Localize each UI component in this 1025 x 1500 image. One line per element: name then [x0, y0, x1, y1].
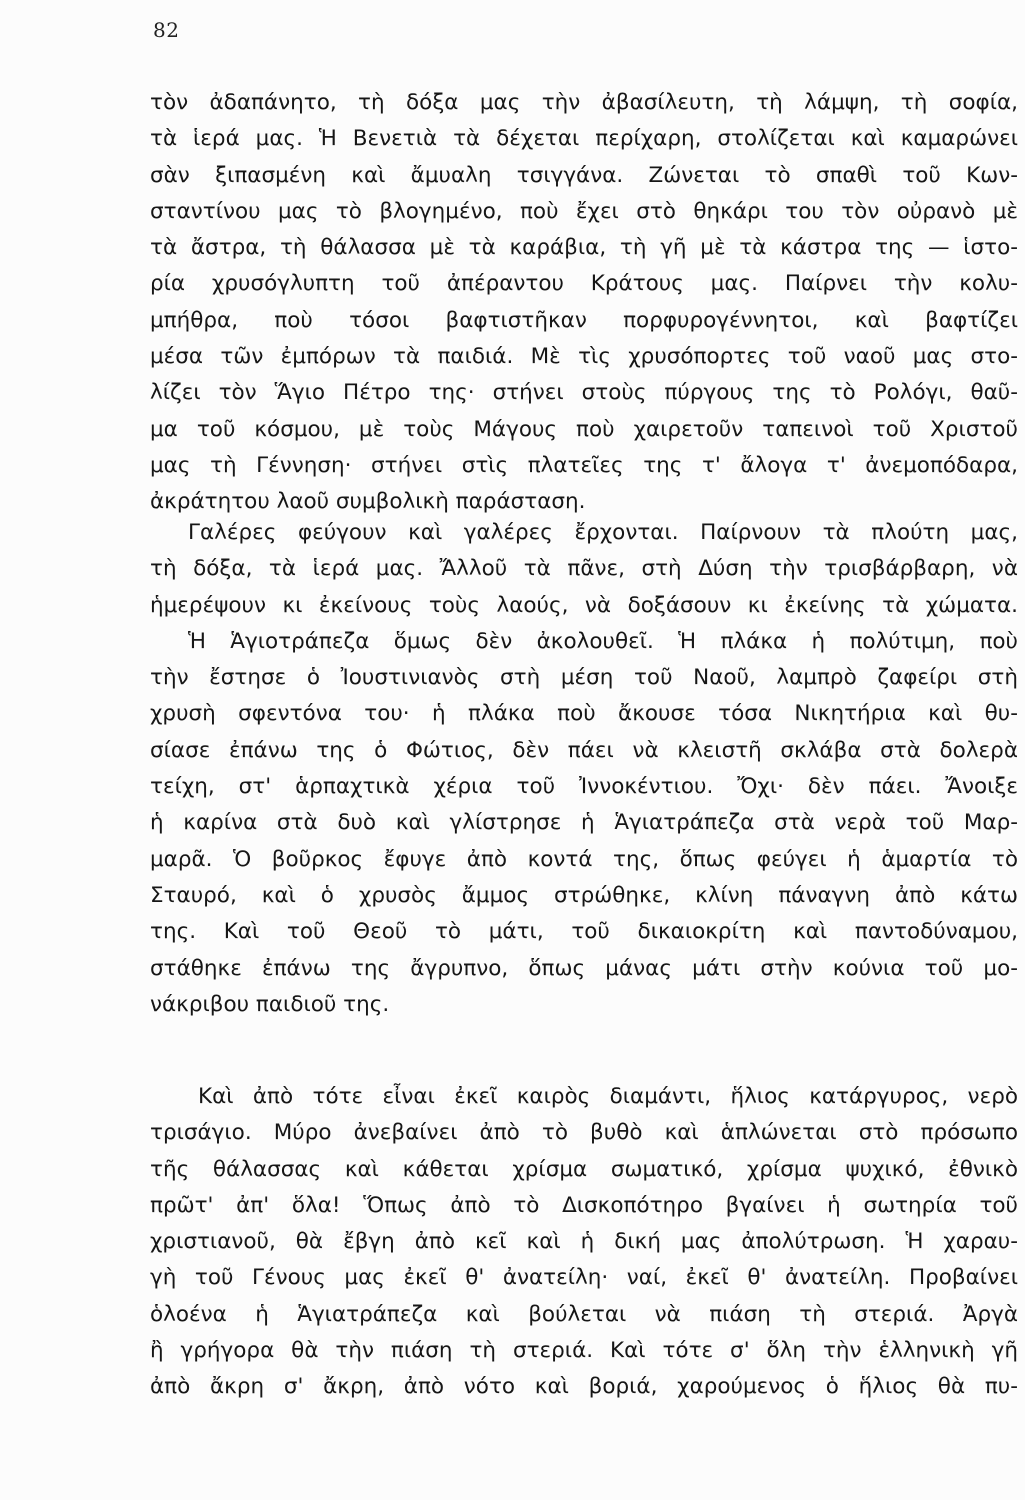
text-line: ἀπὸ ἄκρη σ' ἄκρη, ἀπὸ νότο καὶ βοριά, χαρούμενος ὁ ἥλιος θὰ πυ-	[150, 1374, 1018, 1400]
text-line: Γαλέρες φεύγουν καὶ γαλέρες ἔρχονται. Παίρνουν τὰ πλούτη μας,	[188, 520, 1018, 545]
text-line: Ἡ Ἁγιοτράπεζα ὅμως δὲν ἀκολουθεῖ. Ἡ πλάκα ἡ πολύτιμη, ποὺ	[188, 628, 1018, 654]
text-line: τείχη, στ' ἁρπαχτικὰ χέρια τοῦ Ἰννοκέντιου. Ὄχι· δὲν πάει. Ἄνοιξε	[150, 774, 1018, 800]
text-line: χρυσὴ σφεντόνα του· ἡ πλάκα ποὺ ἄκουσε τόσα Νικητήρια καὶ θυ-	[150, 701, 1018, 727]
text-line: Καὶ ἀπὸ τότε εἶναι ἐκεῖ καιρὸς διαμάντι, ἥλιος κατάργυρος, νερὸ	[198, 1084, 1018, 1109]
text-line: ἀκράτητου λαοῦ συμβολικὴ παράσταση.	[150, 489, 586, 515]
text-line: σταντίνου μας τὸ βλογημένο, ποὺ ἔχει στὸ θηκάρι του τὸν οὐρανὸ μὲ	[150, 198, 1018, 224]
text-line: τῆς θάλασσας καὶ κάθεται χρίσμα σωματικό, χρίσμα ψυχικό, ἐθνικὸ	[150, 1156, 1018, 1182]
text-line: λίζει τὸν Ἅγιο Πέτρο της· στήνει στοὺς πύργους της τὸ Ρολόγι, θαῦ-	[150, 380, 1018, 406]
paragraph-3	[150, 1079, 1018, 1406]
text-line: ρία χρυσόγλυπτη τοῦ ἀπέραντου Κράτους μας. Παίρνει τὴν κολυ-	[150, 271, 1018, 297]
text-line: Σταυρό, καὶ ὁ χρυσὸς ἄμμος στρώθηκε, κλίνη πάναγνη ἀπὸ κάτω	[150, 882, 1018, 908]
text-line: ὁλοένα ἡ Ἁγιατράπεζα καὶ βούλεται νὰ πιάση τὴ στεριά. Ἀργὰ	[150, 1301, 1018, 1327]
text-line: μέσα τῶν ἐμπόρων τὰ παιδιά. Μὲ τὶς χρυσόπορτες τοῦ ναοῦ μας στο-	[150, 344, 1018, 370]
text-line: τὰ ἱερά μας. Ἡ Βενετιὰ τὰ δέχεται περίχαρη, στολίζεται καὶ καμαρώνει	[150, 126, 1018, 152]
text-line: τὸν ἀδαπάνητο, τὴ δόξα μας τὴν ἀβασίλευτη, τὴ λάμψη, τὴ σοφία,	[150, 90, 1018, 115]
text-line: ἡ καρίνα στὰ δυὸ καὶ γλίστρησε ἡ Ἁγιατράπεζα στὰ νερὰ τοῦ Μαρ-	[150, 810, 1018, 836]
text-line: σίασε ἐπάνω της ὁ Φώτιος, δὲν πάει νὰ κλειστῆ σκλάβα στὰ δολερὰ	[150, 737, 1018, 763]
text-line: σὰν ξιπασμένη καὶ ἄμυαλη τσιγγάνα. Ζώνεται τὸ σπαθὶ τοῦ Κων-	[150, 162, 1018, 188]
text-line: νάκριβου παιδιοῦ της.	[150, 991, 390, 1017]
paragraph-1	[150, 85, 1018, 521]
text-line: τὰ ἄστρα, τὴ θάλασσα μὲ τὰ καράβια, τὴ γῆ μὲ τὰ κάστρα της — ἱστο-	[150, 235, 1018, 261]
text-line: χριστιανοῦ, θὰ ἔβγη ἀπὸ κεῖ καὶ ἡ δική μας ἀπολύτρωση. Ἡ χαραυ-	[150, 1229, 1018, 1255]
text-line: μα τοῦ κόσμου, μὲ τοὺς Μάγους ποὺ χαιρετοῦν ταπεινοὶ τοῦ Χριστοῦ	[150, 416, 1018, 442]
text-line: πρῶτ' ἀπ' ὅλα! Ὅπως ἀπὸ τὸ Δισκοπότηρο βγαίνει ἡ σωτηρία τοῦ	[150, 1192, 1018, 1218]
text-line: στάθηκε ἐπάνω της ἄγρυπνο, ὅπως μάνας μάτι στὴν κούνια τοῦ μο-	[150, 955, 1018, 981]
text-line: ἢ γρήγορα θὰ τὴν πιάση τὴ στεριά. Καὶ τότε σ' ὅλη τὴν ἑλληνικὴ γῆ	[150, 1338, 1018, 1364]
text-line: τὴν ἔστησε ὁ Ἰουστινιανὸς στὴ μέση τοῦ Ναοῦ, λαμπρὸ ζαφείρι στὴ	[150, 665, 1018, 691]
text-line: μπήθρα, ποὺ τόσοι βαφτιστῆκαν πορφυρογέννητοι, καὶ βαφτίζει	[150, 307, 1018, 333]
page-number: 82	[153, 18, 180, 42]
text-line: μαρᾶ. Ὁ βοῦρκος ἔφυγε ἀπὸ κοντά της, ὅπως φεύγει ἡ ἁμαρτία τὸ	[150, 846, 1018, 872]
text-line: μας τὴ Γέννηση· στήνει στὶς πλατεῖες της τ' ἄλογα τ' ἀνεμοπόδαρα,	[150, 452, 1018, 478]
text-line: τρισάγιο. Μύρο ἀνεβαίνει ἀπὸ τὸ βυθὸ καὶ ἁπλώνεται στὸ πρόσωπο	[150, 1120, 1018, 1146]
paragraph-2	[150, 515, 1018, 1023]
text-line: γὴ τοῦ Γένους μας ἐκεῖ θ' ἀνατείλη· ναί, ἐκεῖ θ' ἀνατείλη. Προβαίνει	[150, 1265, 1018, 1291]
text-line: ἡμερέψουν κι ἐκείνους τοὺς λαούς, νὰ δοξάσουν κι ἐκείνης τὰ χώματα.	[150, 592, 1018, 618]
text-line: της. Καὶ τοῦ Θεοῦ τὸ μάτι, τοῦ δικαιοκρίτη καὶ παντοδύναμου,	[150, 919, 1018, 945]
text-line: τὴ δόξα, τὰ ἱερά μας. Ἄλλοῦ τὰ πᾶνε, στὴ Δύση τὴν τρισβάρβαρη, νὰ	[150, 556, 1018, 582]
